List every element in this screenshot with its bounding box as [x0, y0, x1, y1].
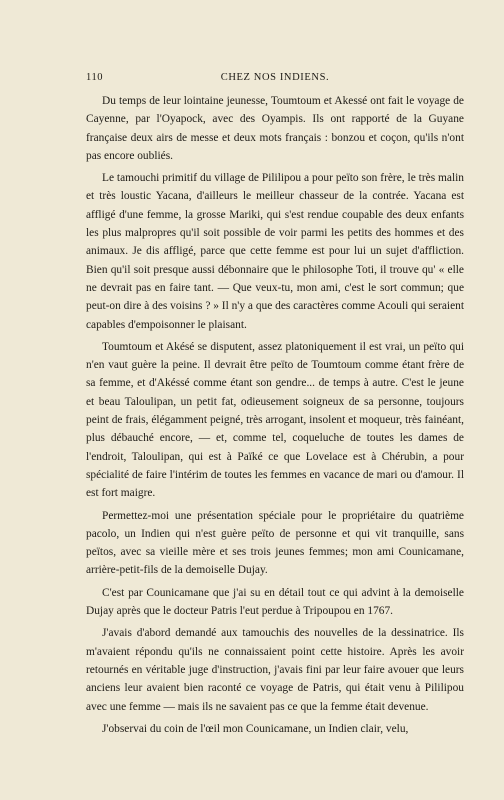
paragraph: J'observai du coin de l'œil mon Counicamane, un Indien clair, velu, — [102, 722, 409, 735]
paragraph: C'est par Counicamane que j'ai su en détail tout ce qui advint à la demoiselle Dujay après que le docteur Patris l'eut perdue à Tripoupou en 1767. — [86, 586, 464, 618]
paragraph: J'avais d'abord demandé aux tamouchis des nouvelles de la dessinatrice. Ils m'avaient répondu qu'ils ne connaissaient point cette histoire. Après les avoir retournés en véritable juge d'instruction, j'avais fini par leur faire avouer que leurs anciens leur avaient bien raconté ce voyage de Patris, qui était venu à Pililipou avec une femme — mais ils ne savaient pas ce que la femme était devenue. — [86, 627, 464, 713]
running-title: CHEZ NOS INDIENS. — [220, 72, 330, 83]
paragraph: Le tamouchi primitif du village de Pililipou a pour peïto son frère, le très malin et très loustic Yacana, d'ailleurs le meilleur chasseur de la contrée. Yacana est affligé d'une femme, la grosse Mariki, qui s'est rendue coupable des deux enfants les plus malpropres qu'il soit possible de voir parmi les petits des hommes et des animaux. Je dis affligé, parce que cette femme est pour lui un sujet d'affliction. Bien qu'il soit presque aussi débonnaire que le philosophe Toti, il trouve qu' « elle ne devrait pas en faire tant. — Que veux-tu, mon ami, c'est le sort commun; que peut-on dire à des voisins ? » Il n'y a que des caractères comme Acouli qui seraient capables d'empoisonner le plaisant. — [86, 172, 464, 331]
paragraph: Du temps de leur lointaine jeunesse, Toumtoum et Akessé ont fait le voyage de Cayenne, par l'Oyapock, avec des Oyampis. Ils ont rapporté de la Guyane française deux airs de messe et deux mots français : bonzou et coçon, qu'ils n'ont pas encore oubliés. — [86, 95, 464, 162]
body-text — [86, 92, 464, 738]
paragraph: Toumtoum et Akésé se disputent, assez platoniquement il est vrai, un peïto qui n'en vaut guère la peine. Il devrait être peïto de Toumtoum comme étant frère de sa femme, et d'Akéssé comme étant son gendre... de temps à autre. C'est le jeune et beau Taloulipan, un petit fat, odieusement soigneux de sa personne, toujours peint de frais, élégamment peigné, très arrogant, insolent et moqueur, très fainéant, plus débauché encore, — et, comme tel, coqueluche de toutes les dames de l'endroit, Taloulipan, qui est à Païké ce que Lovelace est à Chérubin, a pour spécialité de faire l'intérim de toutes les femmes en vacance de mari ou d'amour. Il est fort maigre. — [86, 340, 464, 500]
paragraph: Permettez-moi une présentation spéciale pour le propriétaire du quatrième pacolo, un Indien qui n'est guère peïto de personne et qui vit tranquille, sans peïtos, avec sa vieille mère et ses trois jeunes femmes; mon ami Counicamane, arrière-petit-fils de la demoiselle Dujay. — [86, 509, 464, 577]
page-number: 110 — [86, 72, 104, 83]
